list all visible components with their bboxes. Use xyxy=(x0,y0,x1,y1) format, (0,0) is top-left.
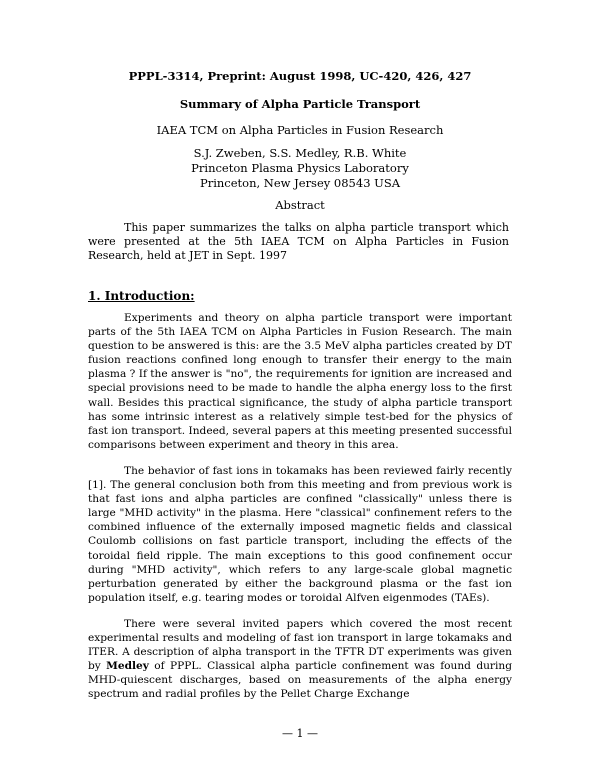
authors: S.J. Zweben, S.S. Medley, R.B. White xyxy=(193,146,407,160)
author-name-medley: Medley xyxy=(106,660,149,673)
abstract-text: This paper summarizes the talks on alpha particle transport which were presented at the 5th IAEA TCM on Alpha Particles in Fusion Research, held at JET in Sept. 1997 xyxy=(88,221,509,263)
section-heading: 1. Introduction: xyxy=(88,289,195,303)
paragraph-3-start: There were several invited papers which covered the most recent experimental results and modeling of fast ion transport in large tokamaks and ITER. A description of alpha transport in the TFTR DT experiments was given by xyxy=(88,618,512,673)
paragraph-2: The behavior of fast ions in tokamaks has been reviewed fairly recently [1]. The general conclusion both from this meeting and from previous work is that fast ions and alpha particles are confined "classically" unless there is large "MHD activity" in the plasma. Here "classical" confinement refers to the combined influence of the externally imposed magnetic fields and classical Coulomb collisions on fast particle transport, including the effects of the toroidal field ripple. The main exceptions to this good confinement occur during "MHD activity", which refers to any large-scale global magnetic perturbation generated by either the background plasma or the fast ion population itself, e.g. tearing modes or toroidal Alfven eigenmodes (TAEs). xyxy=(88,465,512,604)
abstract-heading: Abstract xyxy=(275,198,325,212)
institution: Princeton Plasma Physics Laboratory xyxy=(191,161,409,175)
author-block xyxy=(0,146,600,191)
page-number: — 1 — xyxy=(282,727,318,740)
paragraph-1: Experiments and theory on alpha particle transport were important parts of the 5th IAEA TCM on Alpha Particles in Fusion Research. The main question to be answered is this: are the 3.5 MeV alpha particles created by DT fusion reactions confined long enough to transfer their energy to the main plasma ? If the answer is "no", the requirements for ignition are increased and special provisions need to be made to handle the alpha energy loss to the first wall. Besides this practical significance, the study of alpha particle transport has some intrinsic interest as a relatively simple test-bed for the physics of fast ion transport. Indeed, several papers at this meeting presented successful comparisons between experiment and theory in this area. xyxy=(88,312,512,451)
paper-title: Summary of Alpha Particle Transport xyxy=(179,97,421,111)
paragraph-3-end: of PPPL. Classical alpha particle confinement was found during MHD-quiescent discharges, based on measurements of the alpha energy spectrum and radial profiles by the Pellet Charge Exchange xyxy=(88,660,512,701)
address: Princeton, New Jersey 08543 USA xyxy=(199,176,401,190)
paragraph-3 xyxy=(88,617,512,702)
report-line: PPPL-3314, Preprint: August 1998, UC-420, 426, 427 xyxy=(128,69,472,83)
meeting-line: IAEA TCM on Alpha Particles in Fusion Research xyxy=(156,123,444,137)
